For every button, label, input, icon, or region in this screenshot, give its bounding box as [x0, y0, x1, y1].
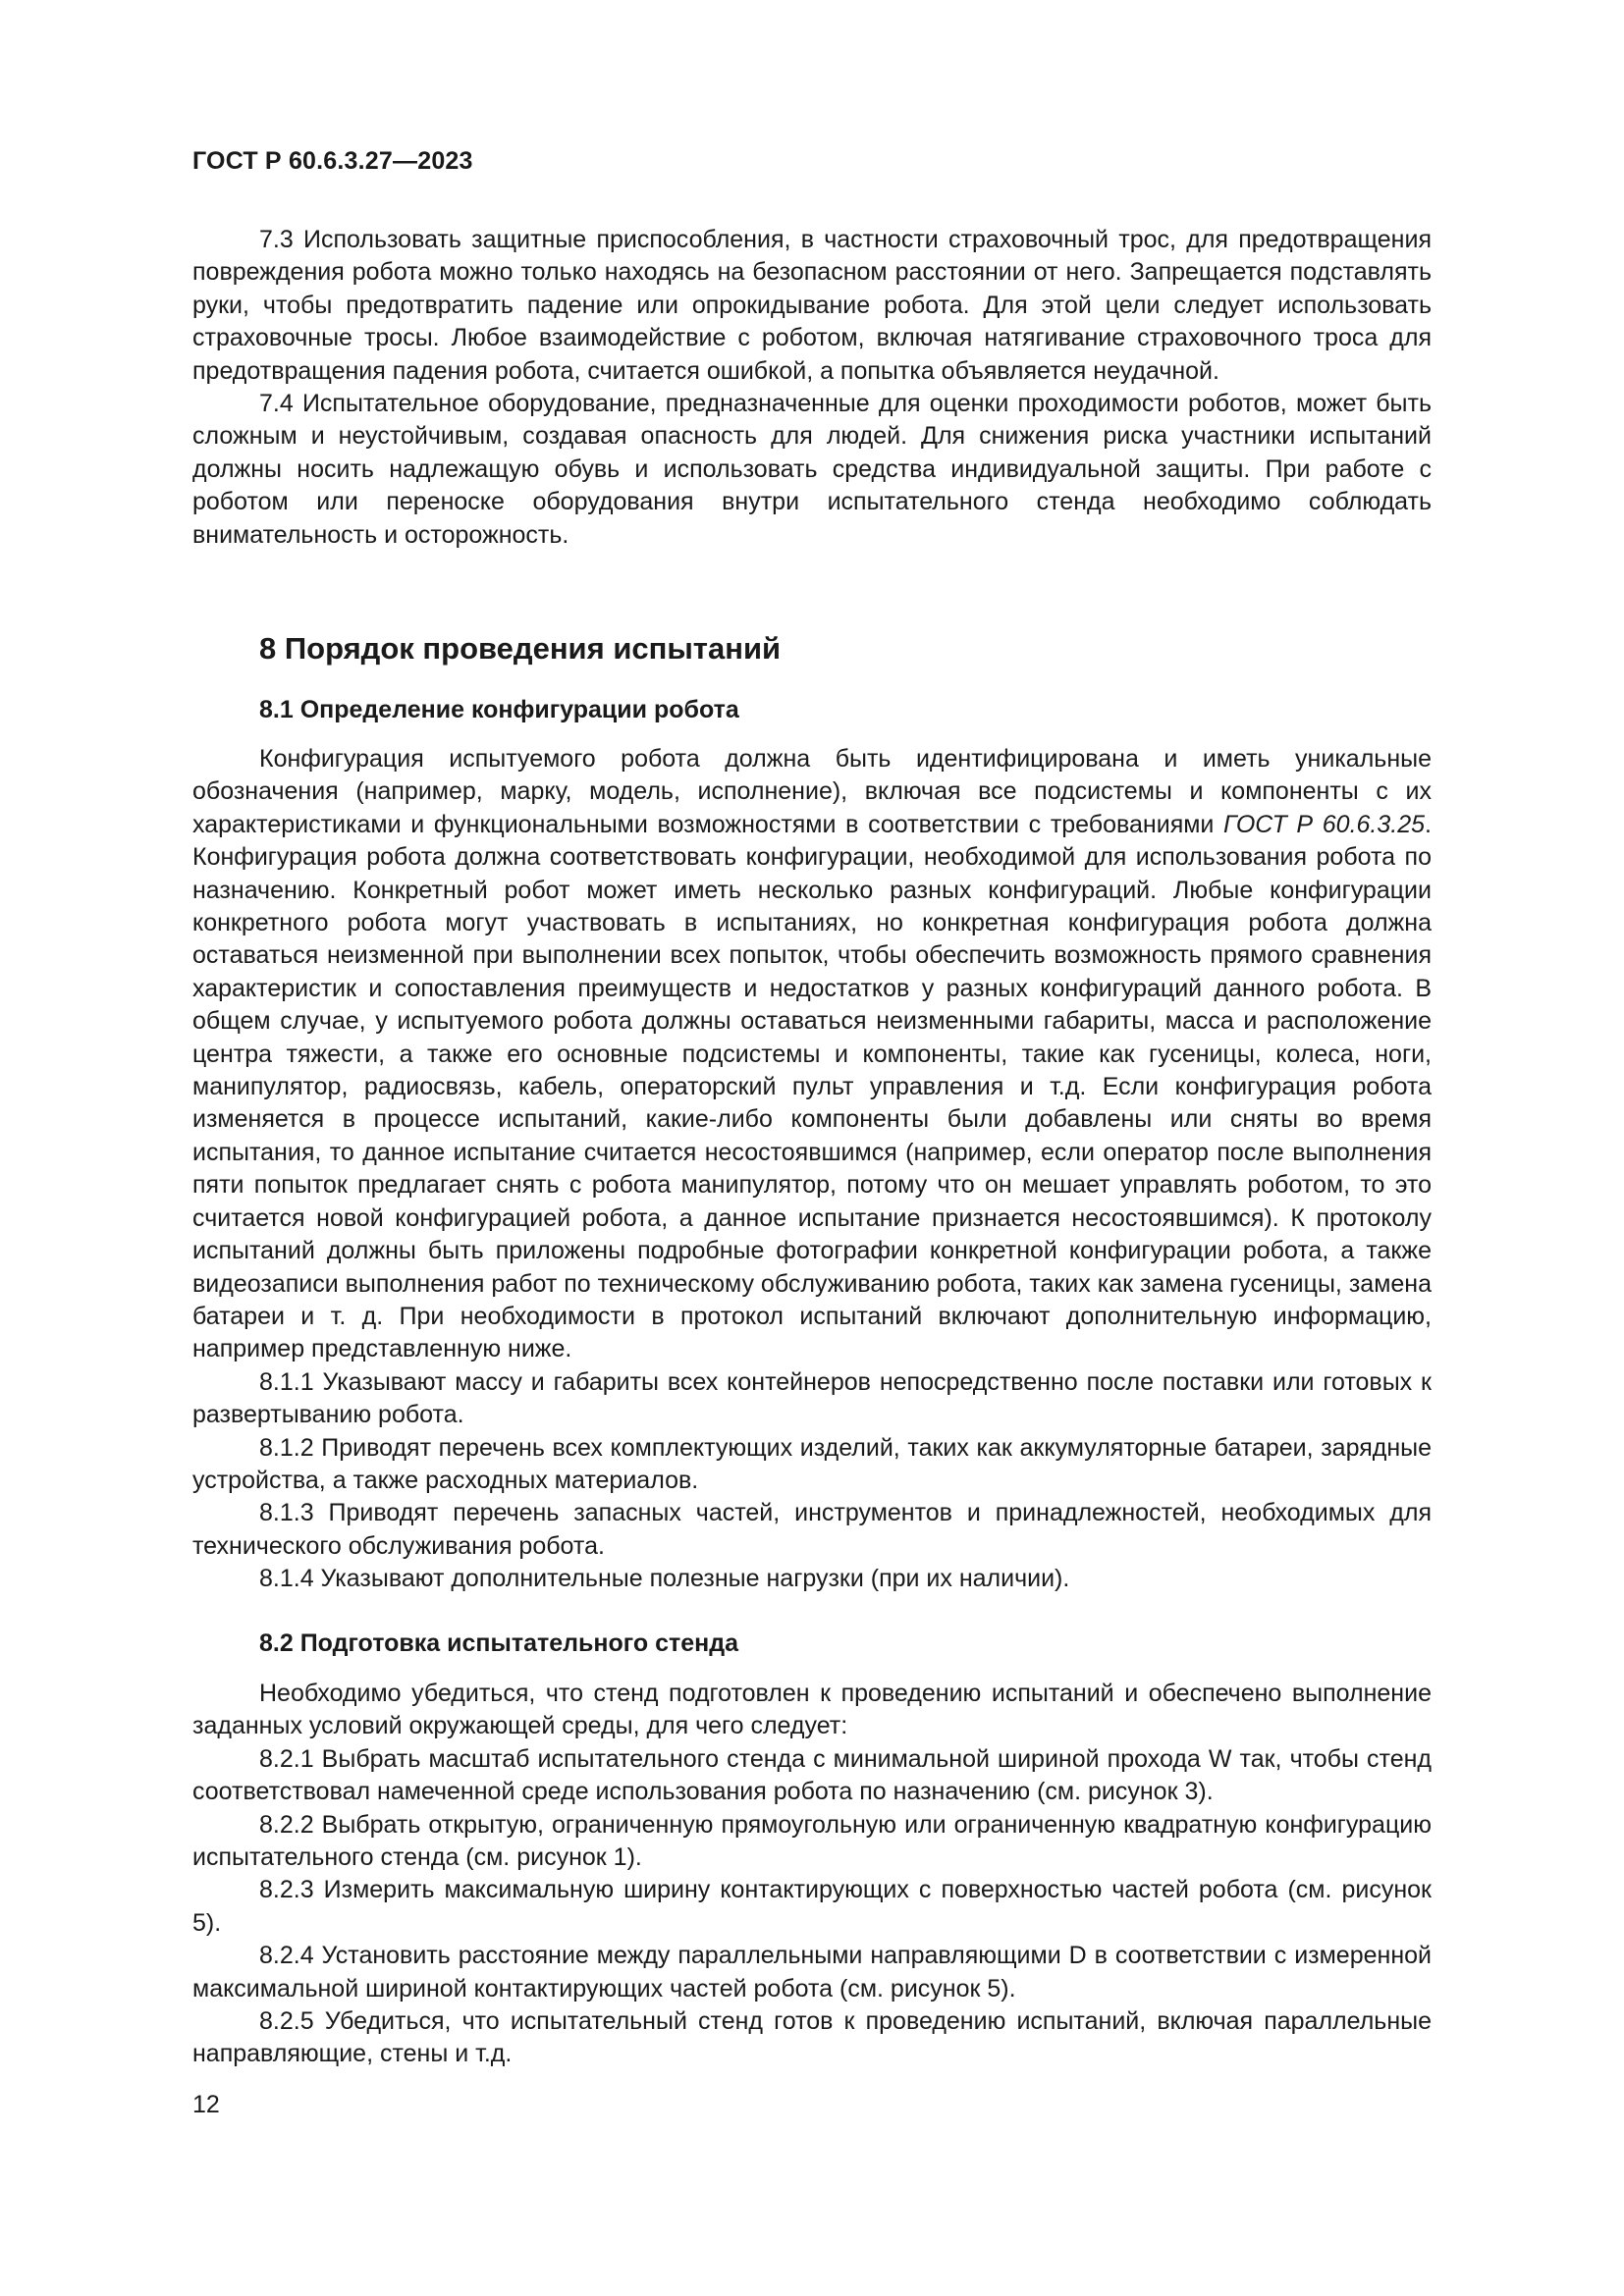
- paragraph-8-1-intro-end: . Конфигурация робота должна соответствовать конфигурации, необходимой для использования робота по назначению. Конкретный робот может иметь несколько разных конфигураций. Любые конфигурации конкретного робота могут участвовать в испытаниях, но конкретная конфигурация робота должна оставаться неизменной при выполнении всех попыток, чтобы обеспечить возможность прямого сравнения характеристик и сопоставления преимуществ и недостатков у разных конфигураций данного робота. В общем случае, у испытуемого робота должны оставаться неизменными габариты, масса и расположение центра тяжести, а также его основные подсистемы и компоненты, такие как гусеницы, колеса, ноги, манипулятор, радиосвязь, кабель, операторский пульт управления и т.д. Если конфигурация робота изменяется в процессе испытаний, какие-либо компоненты были добавлены или сняты во время испытания, то данное испытание считается несостоявшимся (например, если оператор после выполнения пяти попыток предлагает снять с робота манипулятор, потому что он мешает управлять роботом, то это считается новой конфигурацией робота, а данное испытание признается несостоявшимся). К протоколу испытаний должны быть приложены подробные фотографии конкретной конфигурации робота, а также видеозаписи выполнения работ по техническому обслуживанию робота, таких как замена гусеницы, замена батареи и т. д. При необходимости в протокол испытаний включают дополнительную информацию, например представленную ниже.: [192, 810, 1432, 1363]
- document-header: ГОСТ Р 60.6.3.27—2023: [192, 147, 473, 175]
- paragraph-8-2-1: 8.2.1 Выбрать масштаб испытательного стенда с минимальной шириной прохода W так, чтобы стенд соответствовал намеченной среде использования робота по назначению (см. рисунок 3).: [192, 1744, 1432, 1806]
- page-number: 12: [192, 2091, 220, 2118]
- paragraph-7-4: 7.4 Испытательное оборудование, предназначенные для оценки проходимости роботов, может быть сложным и неустойчивым, создавая опасность для людей. Для снижения риска участники испытаний должны носить надлежащую обувь и использовать средства индивидуальной защиты. При работе с роботом или переноске оборудования внутри испытательного стенда необходимо соблюдать внимательность и осторожность.: [192, 390, 1432, 549]
- paragraph-8-1-intro: [192, 743, 1432, 1366]
- paragraph-7-3: 7.3 Использовать защитные приспособления, в частности страховочный трос, для предотвращения повреждения робота можно только находясь на безопасном расстоянии от него. Запрещается подставлять руки, чтобы предотвратить падение или опрокидывание робота. Для этой цели следует использовать страховочные тросы. Любое взаимодействие с роботом, включая натягивание страховочного троса для предотвращения падения робота, считается ошибкой, а попытка объявляется неудачной.: [192, 226, 1432, 385]
- paragraph-8-1-2: 8.1.2 Приводят перечень всех комплектующих изделий, таких как аккумуляторные батареи, зарядные устройства, а также расходных материалов.: [192, 1433, 1432, 1494]
- paragraph-8-2-3: 8.2.3 Измерить максимальную ширину контактирующих с поверхностью частей робота (см. рисунок 5).: [192, 1876, 1432, 1937]
- paragraph-8-1-4: 8.1.4 Указывают дополнительные полезные нагрузки (при их наличии).: [259, 1565, 1070, 1593]
- paragraph-8-2-intro: Необходимо убедиться, что стенд подготовлен к проведению испытаний и обеспечено выполнение заданных условий окружающей среды, для чего следует:: [192, 1680, 1432, 1740]
- subsection-8-1-body: [192, 743, 1432, 1596]
- paragraph-8-2-4: 8.2.4 Установить расстояние между параллельными направляющими D в соответствии с измеренной максимальной шириной контактирующих частей робота (см. рисунок 5).: [192, 1942, 1432, 2002]
- paragraph-8-1-3: 8.1.3 Приводят перечень запасных частей, инструментов и принадлежностей, необходимых для технического обслуживания робота.: [192, 1499, 1432, 1560]
- paragraph-8-1-intro-start: Конфигурация испытуемого робота должна быть идентифицирована и иметь уникальные обозначения (например, марку, модель, исполнение), включая все подсистемы и компоненты с их характеристиками и функциональными возможностями в соответствии с требованиями: [192, 745, 1432, 838]
- paragraph-8-2-2: 8.2.2 Выбрать открытую, ограниченную прямоугольную или ограниченную квадратную конфигурацию испытательного стенда (см. рисунок 1).: [192, 1810, 1432, 1872]
- subsection-8-1-title: 8.1 Определение конфигурации робота: [259, 696, 739, 723]
- subsection-8-2-title: 8.2 Подготовка испытательного стенда: [259, 1629, 738, 1657]
- section-8-title: 8 Порядок проведения испытаний: [259, 631, 782, 666]
- subsection-8-2-body: [192, 1678, 1432, 2071]
- paragraph-8-1-1: 8.1.1 Указывают массу и габариты всех контейнеров непосредственно после поставки или готовых к развертыванию робота.: [192, 1367, 1432, 1429]
- paragraph-8-2-5: 8.2.5 Убедиться, что испытательный стенд готов к проведению испытаний, включая параллельные направляющие, стены и т.д.: [192, 2007, 1432, 2068]
- section-7-paragraphs: [192, 224, 1432, 552]
- standard-reference: ГОСТ Р 60.6.3.25: [1223, 810, 1426, 838]
